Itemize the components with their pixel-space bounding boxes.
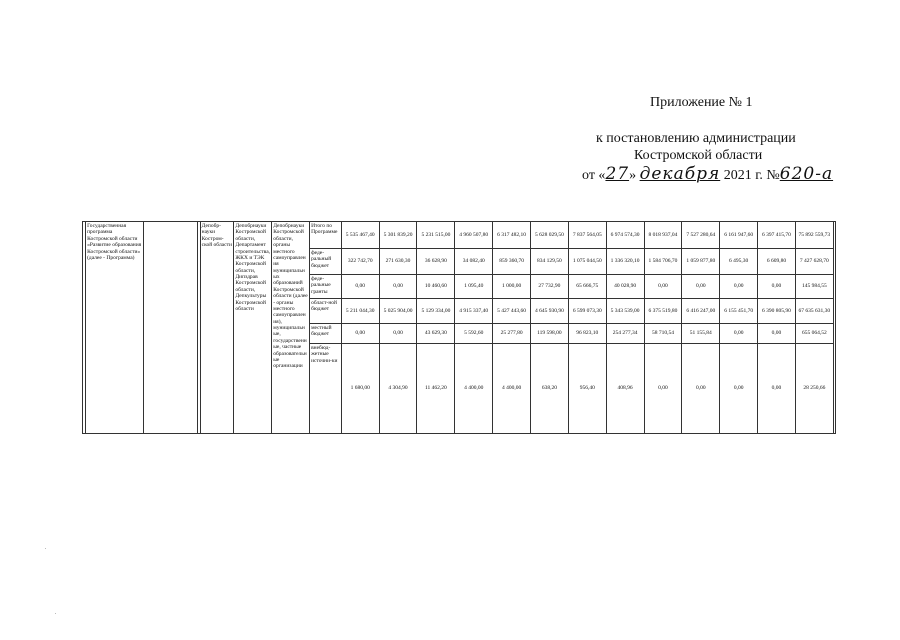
- coexecutors-cell: Депобрнауки Костромской области, Департамент строительства, ЖКХ и ТЭК Костромской области, Дипздрав Костромской области, Депкультуры Костромской области: [234, 222, 272, 434]
- value-cell: 6 974 574,30: [606, 222, 644, 249]
- value-cell: 0,00: [682, 344, 720, 434]
- value-cell: 638,20: [530, 344, 568, 434]
- decree-line-2: Костромской области: [634, 148, 763, 163]
- value-cell: 408,96: [606, 344, 644, 434]
- program-name-cell: Государственная программа Костромской области «Развитие образования Костромской области» (далее - Программа): [86, 222, 144, 434]
- value-cell: 0,00: [644, 275, 682, 299]
- value-cell: 0,00: [644, 344, 682, 434]
- value-cell: 6 155 451,70: [720, 299, 758, 324]
- value-cell: 5 211 044,30: [341, 299, 379, 324]
- value-cell: 322 742,70: [341, 249, 379, 275]
- funding-source-cell: феде-ральные гранты: [310, 275, 342, 299]
- value-cell: 28 250,66: [795, 344, 833, 434]
- value-cell: 0,00: [758, 324, 796, 344]
- value-cell: 655 064,52: [795, 324, 833, 344]
- date-prefix: от «: [582, 168, 606, 183]
- value-cell: 4 915 337,40: [455, 299, 493, 324]
- value-cell: 0,00: [758, 344, 796, 434]
- funding-source-cell: Итого по Программе: [310, 222, 342, 249]
- value-cell: 6 397 415,70: [758, 222, 796, 249]
- value-cell: 67 635 631,30: [795, 299, 833, 324]
- value-cell: 6 161 947,60: [720, 222, 758, 249]
- value-cell: 5 535 467,40: [341, 222, 379, 249]
- value-cell: 7 527 280,64: [682, 222, 720, 249]
- value-cell: 6 609,80: [758, 249, 796, 275]
- value-cell: 0,00: [720, 324, 758, 344]
- value-cell: 10 460,60: [417, 275, 455, 299]
- value-cell: 4 960 507,80: [455, 222, 493, 249]
- value-cell: 0,00: [379, 324, 417, 344]
- value-cell: 5 129 334,00: [417, 299, 455, 324]
- value-cell: 65 666,75: [568, 275, 606, 299]
- value-cell: 58 710,54: [644, 324, 682, 344]
- value-cell: 6 416 247,00: [682, 299, 720, 324]
- empty-cell: [144, 222, 197, 434]
- value-cell: 6 390 805,90: [758, 299, 796, 324]
- value-cell: 5 025 904,00: [379, 299, 417, 324]
- value-cell: 1 059 877,80: [682, 249, 720, 275]
- value-cell: 4 304,90: [379, 344, 417, 434]
- value-cell: 7 427 628,70: [795, 249, 833, 275]
- value-cell: 6 317 482,10: [493, 222, 531, 249]
- scan-speck: [55, 613, 56, 614]
- value-cell: 6 375 519,80: [644, 299, 682, 324]
- value-cell: 96 823,10: [568, 324, 606, 344]
- table-row: [83, 222, 836, 249]
- date-month: декабря: [639, 164, 721, 184]
- scan-speck: [45, 548, 46, 549]
- value-cell: 36 628,90: [417, 249, 455, 275]
- value-cell: 1 000,00: [493, 275, 531, 299]
- decree-line-1: к постановлению администрации: [596, 131, 796, 146]
- value-cell: 5 343 539,00: [606, 299, 644, 324]
- value-cell: 0,00: [341, 275, 379, 299]
- funding-source-cell: феде-ральный бюджет: [310, 249, 342, 275]
- executor-cell: Депобр-науки Костром-ской области: [200, 222, 234, 434]
- value-cell: 4 645 930,90: [530, 299, 568, 324]
- value-cell: 25 277,80: [493, 324, 531, 344]
- value-cell: 5 301 839,20: [379, 222, 417, 249]
- value-cell: 40 028,90: [606, 275, 644, 299]
- decree-number: 620-а: [779, 164, 834, 184]
- value-cell: 1 095,40: [455, 275, 493, 299]
- funding-table-body: [83, 222, 836, 434]
- value-cell: 119 598,00: [530, 324, 568, 344]
- decree-date-line: [582, 164, 833, 184]
- value-cell: 5 628 029,50: [530, 222, 568, 249]
- value-cell: 75 892 559,73: [795, 222, 833, 249]
- date-year: 2021 г. №: [723, 168, 780, 183]
- empty-cell: [833, 222, 835, 434]
- value-cell: 5 231 515,00: [417, 222, 455, 249]
- funding-source-cell: внебюд-жетные источни-ки: [310, 344, 342, 434]
- value-cell: 956,40: [568, 344, 606, 434]
- value-cell: 8 018 937,04: [644, 222, 682, 249]
- value-cell: 1 336 320,10: [606, 249, 644, 275]
- value-cell: 0,00: [720, 344, 758, 434]
- value-cell: 0,00: [758, 275, 796, 299]
- value-cell: 43 629,30: [417, 324, 455, 344]
- value-cell: 5 427 443,60: [493, 299, 531, 324]
- funding-source-cell: област-ной бюджет: [310, 299, 342, 324]
- value-cell: 4 400,00: [493, 344, 531, 434]
- value-cell: 859 360,70: [493, 249, 531, 275]
- funding-table: [82, 221, 836, 434]
- value-cell: 7 837 564,05: [568, 222, 606, 249]
- value-cell: 0,00: [379, 275, 417, 299]
- appendix-title: Приложение № 1: [650, 95, 753, 110]
- value-cell: 1 680,00: [341, 344, 379, 434]
- value-cell: 0,00: [720, 275, 758, 299]
- value-cell: 1 584 706,70: [644, 249, 682, 275]
- date-mid: »: [629, 168, 637, 183]
- value-cell: 11 462,20: [417, 344, 455, 434]
- value-cell: 6 495,30: [720, 249, 758, 275]
- value-cell: 5 592,60: [455, 324, 493, 344]
- value-cell: 4 400,00: [455, 344, 493, 434]
- funding-source-cell: местный бюджет: [310, 324, 342, 344]
- value-cell: 271 630,30: [379, 249, 417, 275]
- date-day: 27: [605, 164, 630, 184]
- value-cell: 6 599 073,30: [568, 299, 606, 324]
- value-cell: 51 155,84: [682, 324, 720, 344]
- value-cell: 834 129,50: [530, 249, 568, 275]
- value-cell: 254 277,34: [606, 324, 644, 344]
- participants-cell: Депобрнауки Костромской области, органы местного самоуправления муниципальных образований Костромской области (далее - органы местного самоуправления), муниципальные, государственные, частные образовательные организации: [272, 222, 310, 434]
- value-cell: 34 082,40: [455, 249, 493, 275]
- value-cell: 0,00: [682, 275, 720, 299]
- value-cell: 1 075 044,50: [568, 249, 606, 275]
- value-cell: 27 732,90: [530, 275, 568, 299]
- value-cell: 145 984,55: [795, 275, 833, 299]
- value-cell: 0,00: [341, 324, 379, 344]
